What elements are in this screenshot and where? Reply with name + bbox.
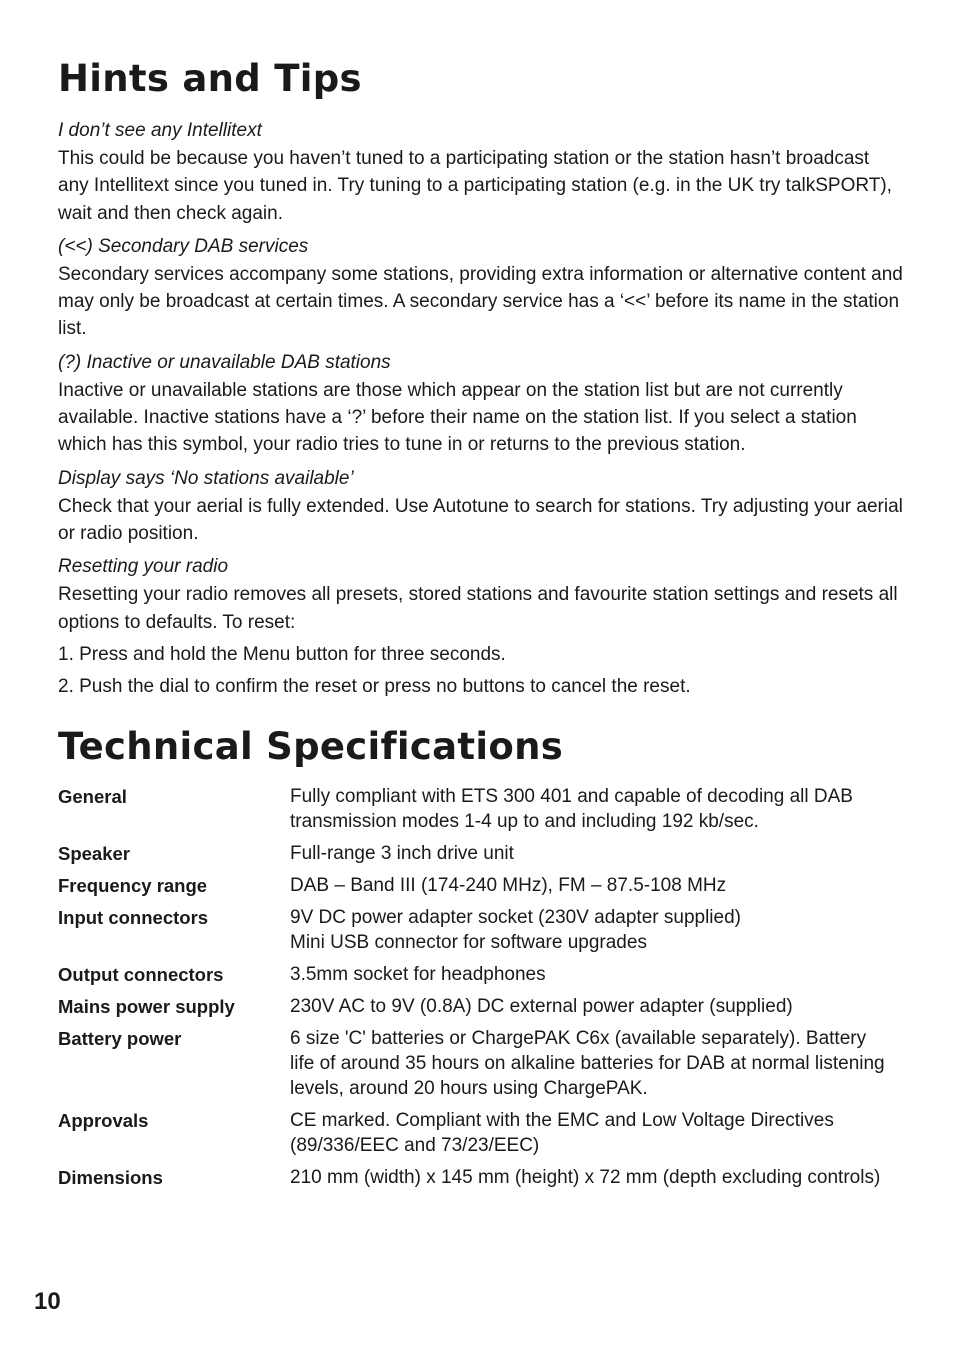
spec-row [58,784,904,834]
spec-value-line: Mini USB connector for software upgrades [290,932,647,953]
spec-label: Mains power supply [58,996,235,1017]
hint-item [58,349,904,459]
spec-label: General [58,786,127,807]
spec-value-line: life of around 35 hours on alkaline batteries for DAB at normal listening [290,1053,885,1074]
spec-label: Speaker [58,843,130,864]
hint-item [58,117,904,227]
spec-row [58,1108,904,1158]
hint-item [58,233,904,343]
spec-value-line: 6 size 'C' batteries or ChargePAK C6x (available separately). Battery [290,1028,867,1049]
hint-title: I don’t see any Intellitext [58,120,262,141]
spec-value-line: 210 mm (width) x 145 mm (height) x 72 mm (depth excluding controls) [290,1167,881,1188]
reset-step: 1. Press and hold the Menu button for three seconds. [58,643,506,665]
hints-list [58,117,904,706]
hints-heading: Hints and Tips [58,57,362,100]
spec-value [290,1165,904,1190]
spec-value-line: CE marked. Compliant with the EMC and Low Voltage Directives [290,1110,834,1131]
spec-row [58,1165,904,1190]
spec-value [290,962,904,987]
spec-value [290,1026,904,1101]
spec-value [290,784,904,834]
hint-body: Inactive or unavailable stations are those which appear on the station list but are not currently available. Inactive stations have a ‘?’ before their name on the station list. If you select a station which has this symbol, your radio tries to tune in or returns to the previous station. [58,379,857,456]
hint-item [58,465,904,548]
reset-steps [58,641,904,700]
spec-row [58,1026,904,1101]
spec-value-line: transmission modes 1-4 up to and including 192 kb/sec. [290,811,759,832]
hint-title: Display says ‘No stations available’ [58,467,354,489]
spec-row [58,905,904,955]
spec-value [290,994,904,1019]
spec-label: Input connectors [58,907,209,928]
spec-value [290,873,904,898]
hint-title: (<<) Secondary DAB services [58,235,309,257]
spec-value-line: Fully compliant with ETS 300 401 and capable of decoding all DAB [290,786,853,807]
spec-value [290,1108,904,1158]
spec-value-line: 230V AC to 9V (0.8A) DC external power adapter (supplied) [290,996,793,1017]
hint-body: Check that your aerial is fully extended. Use Autotune to search for stations. Try adjusting your aerial or radio position. [58,495,903,544]
spec-value [290,841,904,866]
hint-body: This could be because you haven’t tuned to a participating station or the station hasn’t broadcast any Intellitext since you tuned in. Try tuning to a participating station (e.g. in the UK try talkSPORT), wait and then check again. [58,148,892,224]
specs-heading: Technical Specifications [58,725,564,768]
spec-value-line: 3.5mm socket for headphones [290,964,546,985]
spec-label: Frequency range [58,875,208,896]
spec-label: Dimensions [58,1167,163,1188]
spec-row [58,841,904,866]
spec-row [58,994,904,1019]
spec-row [58,962,904,987]
spec-value-line: DAB – Band III (174-240 MHz), FM – 87.5-108 MHz [290,875,727,896]
spec-value-line: 9V DC power adapter socket (230V adapter supplied) [290,907,741,928]
spec-value-line: levels, around 20 hours using ChargePAK. [290,1078,648,1099]
specs-table [58,784,904,1197]
hint-body: Resetting your radio removes all presets, stored stations and favourite station settings and resets all options to defaults. To reset: [58,584,898,633]
page-number: 10 [34,1288,61,1315]
hint-item [58,553,904,700]
spec-value [290,905,904,955]
hint-body: Secondary services accompany some stations, providing extra information or alternative content and may only be broadcast at certain times. A secondary service has a ‘<<’ before its name in the station list. [58,263,903,340]
spec-value-line: Full-range 3 inch drive unit [290,843,514,864]
spec-row [58,873,904,898]
spec-value-line: (89/336/EEC and 73/23/EEC) [290,1135,540,1156]
spec-label: Approvals [58,1110,149,1131]
spec-label: Output connectors [58,964,224,985]
reset-step: 2. Push the dial to confirm the reset or press no buttons to cancel the reset. [58,675,691,697]
spec-label: Battery power [58,1028,182,1049]
hint-title: (?) Inactive or unavailable DAB stations [58,351,391,373]
hint-title: Resetting your radio [58,556,229,578]
